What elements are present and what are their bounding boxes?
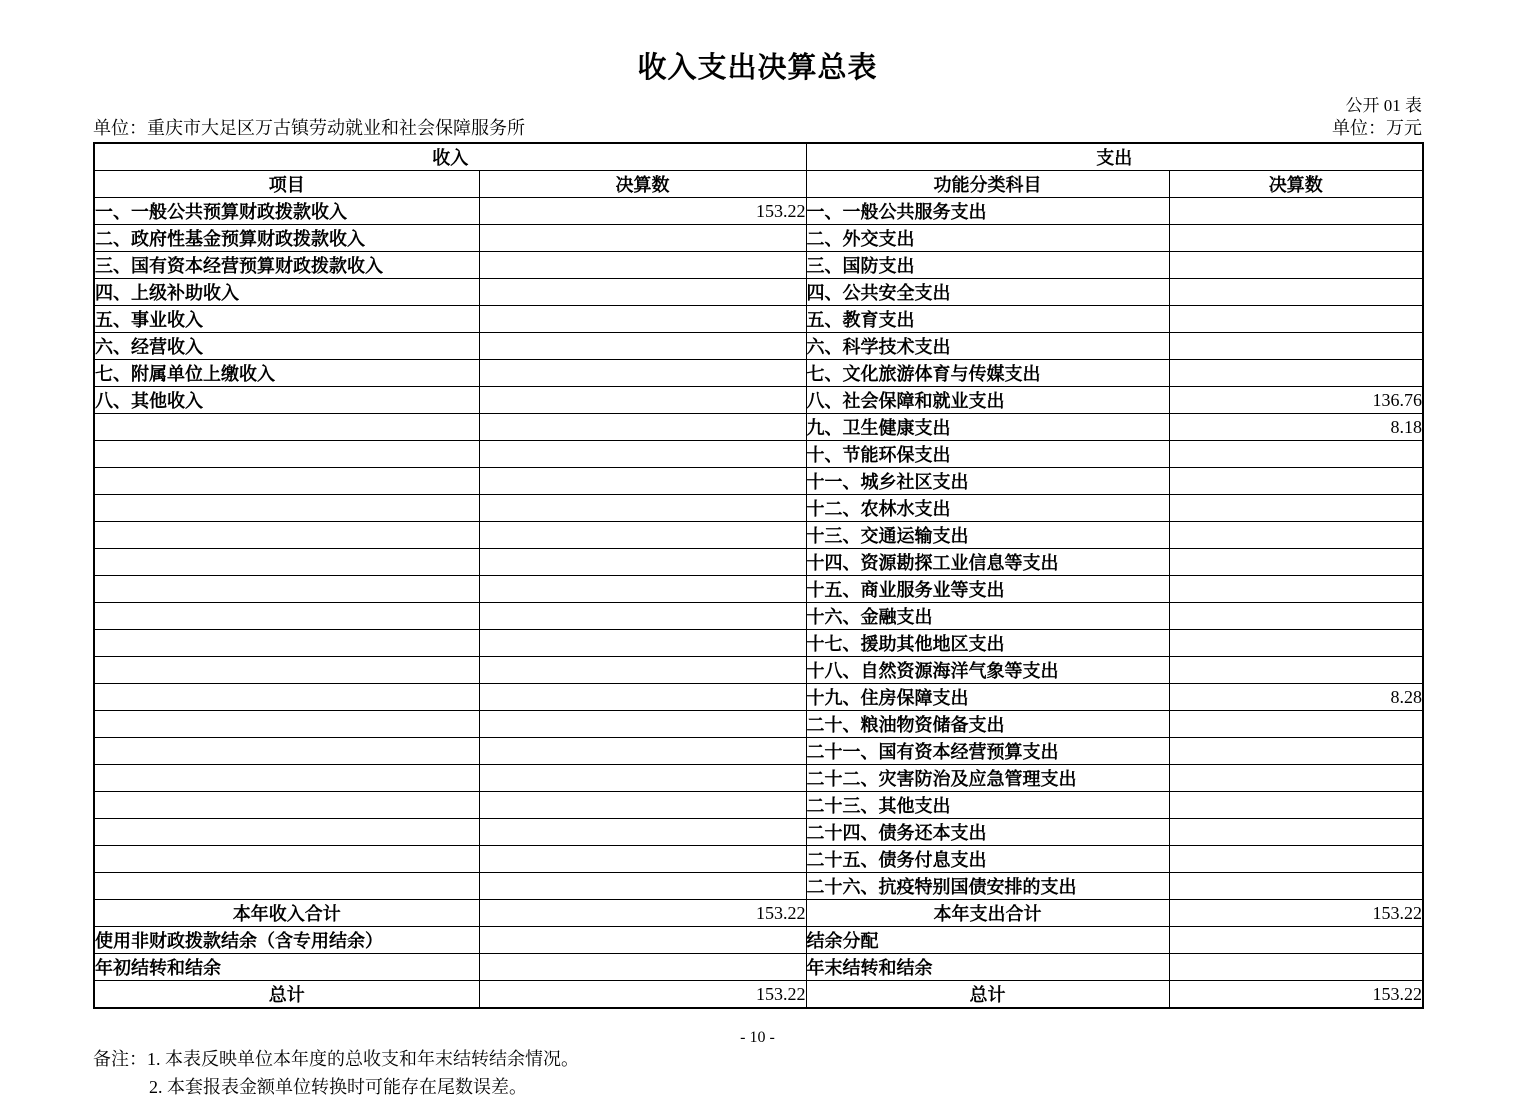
expenditure-item-label: 二十五、债务付息支出 — [806, 846, 1169, 873]
expenditure-item-label: 二十三、其他支出 — [806, 792, 1169, 819]
income-item-value — [479, 225, 806, 252]
income-amount-column-header: 决算数 — [479, 171, 806, 198]
summary-row — [94, 981, 1423, 1009]
income-item-value — [479, 522, 806, 549]
expenditure-summary-value — [1169, 927, 1423, 954]
income-item-label — [94, 657, 479, 684]
page-title: 收入支出决算总表 — [637, 52, 878, 84]
income-item-label: 一、一般公共预算财政拨款收入 — [94, 198, 479, 225]
income-item-label — [94, 711, 479, 738]
expenditure-item-value — [1169, 252, 1423, 279]
expenditure-item-value — [1169, 630, 1423, 657]
income-summary-label: 使用非财政拨款结余（含专用结余） — [94, 927, 479, 954]
expenditure-item-value — [1169, 225, 1423, 252]
expenditure-item-label: 十七、援助其他地区支出 — [806, 630, 1169, 657]
expenditure-item-label: 二十、粮油物资储备支出 — [806, 711, 1169, 738]
expenditure-item-label: 二十二、灾害防治及应急管理支出 — [806, 765, 1169, 792]
table-row — [94, 198, 1423, 225]
expenditure-item-label: 六、科学技术支出 — [806, 333, 1169, 360]
income-item-value — [479, 819, 806, 846]
expenditure-summary-value: 153.22 — [1169, 981, 1423, 1009]
expenditure-summary-value — [1169, 954, 1423, 981]
expenditure-item-value — [1169, 819, 1423, 846]
expenditure-item-value — [1169, 360, 1423, 387]
income-item-label — [94, 873, 479, 900]
expenditure-item-value — [1169, 792, 1423, 819]
income-item-value — [479, 279, 806, 306]
expenditure-item-label: 十、节能环保支出 — [806, 441, 1169, 468]
table-row — [94, 576, 1423, 603]
income-item-value — [479, 414, 806, 441]
expenditure-summary-label: 年末结转和结余 — [806, 954, 1169, 981]
income-item-value — [479, 738, 806, 765]
expenditure-item-value: 8.28 — [1169, 684, 1423, 711]
table-row — [94, 252, 1423, 279]
income-summary-label: 总计 — [94, 981, 479, 1009]
income-item-value — [479, 549, 806, 576]
table-row — [94, 846, 1423, 873]
expenditure-item-label: 五、教育支出 — [806, 306, 1169, 333]
expenditure-summary-label: 结余分配 — [806, 927, 1169, 954]
table-row — [94, 549, 1423, 576]
income-item-label — [94, 414, 479, 441]
expenditure-item-label: 七、文化旅游体育与传媒支出 — [806, 360, 1169, 387]
expenditure-item-label: 十五、商业服务业等支出 — [806, 576, 1169, 603]
income-item-label — [94, 819, 479, 846]
summary-row — [94, 927, 1423, 954]
income-item-column-header: 项目 — [94, 171, 479, 198]
income-item-value — [479, 360, 806, 387]
table-row — [94, 441, 1423, 468]
table-row — [94, 657, 1423, 684]
table-row — [94, 819, 1423, 846]
income-item-label — [94, 495, 479, 522]
income-item-value — [479, 684, 806, 711]
expenditure-item-value — [1169, 576, 1423, 603]
expenditure-item-label: 十一、城乡社区支出 — [806, 468, 1169, 495]
summary-row — [94, 900, 1423, 927]
table-row — [94, 765, 1423, 792]
expenditure-item-value: 136.76 — [1169, 387, 1423, 414]
table-row — [94, 711, 1423, 738]
income-item-value: 153.22 — [479, 198, 806, 225]
income-item-value — [479, 576, 806, 603]
table-row — [94, 333, 1423, 360]
income-item-value — [479, 495, 806, 522]
income-item-value — [479, 792, 806, 819]
expenditure-summary-label: 总计 — [806, 981, 1169, 1009]
income-item-label — [94, 684, 479, 711]
income-item-value — [479, 711, 806, 738]
note-line-2: 2. 本套报表金额单位转换时可能存在尾数误差。 — [149, 1077, 527, 1097]
income-item-label — [94, 576, 479, 603]
expenditure-item-label: 八、社会保障和就业支出 — [806, 387, 1169, 414]
income-item-label: 四、上级补助收入 — [94, 279, 479, 306]
income-item-value — [479, 630, 806, 657]
income-item-label: 三、国有资本经营预算财政拨款收入 — [94, 252, 479, 279]
expenditure-item-column-header: 功能分类科目 — [806, 171, 1169, 198]
column-header-row — [94, 171, 1423, 198]
expenditure-item-label: 十三、交通运输支出 — [806, 522, 1169, 549]
expenditure-item-label: 十六、金融支出 — [806, 603, 1169, 630]
expenditure-item-value — [1169, 279, 1423, 306]
page-number: - 10 - — [740, 1029, 775, 1046]
income-summary-label: 年初结转和结余 — [94, 954, 479, 981]
income-item-label: 八、其他收入 — [94, 387, 479, 414]
income-group-header: 收入 — [94, 143, 806, 171]
currency-unit-label: 单位：万元 — [1332, 118, 1422, 138]
expenditure-item-value — [1169, 711, 1423, 738]
expenditure-item-value — [1169, 333, 1423, 360]
income-item-value — [479, 333, 806, 360]
income-item-value — [479, 387, 806, 414]
expenditure-item-label: 九、卫生健康支出 — [806, 414, 1169, 441]
table-row — [94, 873, 1423, 900]
income-item-value — [479, 306, 806, 333]
table-row — [94, 387, 1423, 414]
table-row — [94, 279, 1423, 306]
notes-block — [93, 1045, 1422, 1101]
expenditure-item-label: 十四、资源勘探工业信息等支出 — [806, 549, 1169, 576]
expenditure-summary-value: 153.22 — [1169, 900, 1423, 927]
expenditure-summary-label: 本年支出合计 — [806, 900, 1169, 927]
income-item-label: 七、附属单位上缴收入 — [94, 360, 479, 387]
meta-row — [93, 116, 1422, 140]
table-row — [94, 468, 1423, 495]
income-item-label — [94, 549, 479, 576]
unit-name-label: 单位：重庆市大足区万古镇劳动就业和社会保障服务所 — [93, 118, 525, 138]
table-row — [94, 360, 1423, 387]
income-item-value — [479, 873, 806, 900]
summary-row — [94, 954, 1423, 981]
expenditure-item-value — [1169, 306, 1423, 333]
income-summary-value: 153.22 — [479, 900, 806, 927]
income-item-value — [479, 657, 806, 684]
income-item-value — [479, 765, 806, 792]
table-row — [94, 306, 1423, 333]
income-item-label — [94, 846, 479, 873]
expenditure-item-value — [1169, 657, 1423, 684]
expenditure-item-value — [1169, 198, 1423, 225]
income-item-value — [479, 252, 806, 279]
table-row — [94, 792, 1423, 819]
expenditure-item-value — [1169, 549, 1423, 576]
table-row — [94, 630, 1423, 657]
expenditure-item-label: 二十四、债务还本支出 — [806, 819, 1169, 846]
expenditure-item-label: 三、国防支出 — [806, 252, 1169, 279]
expenditure-item-value — [1169, 603, 1423, 630]
income-item-label: 五、事业收入 — [94, 306, 479, 333]
accounts-table — [93, 142, 1424, 1009]
expenditure-group-header: 支出 — [806, 143, 1423, 171]
income-item-value — [479, 846, 806, 873]
income-item-label — [94, 441, 479, 468]
income-item-label — [94, 630, 479, 657]
note-1-text: 1. 本表反映单位本年度的总收支和年末结转结余情况。 — [147, 1049, 579, 1069]
expenditure-item-value — [1169, 873, 1423, 900]
income-item-label — [94, 468, 479, 495]
table-row — [94, 684, 1423, 711]
expenditure-item-label: 四、公共安全支出 — [806, 279, 1169, 306]
doc-code-label: 公开 01 表 — [1345, 96, 1422, 115]
income-summary-value — [479, 954, 806, 981]
expenditure-item-value — [1169, 765, 1423, 792]
income-summary-value — [479, 927, 806, 954]
income-summary-label: 本年收入合计 — [94, 900, 479, 927]
expenditure-item-label: 二十一、国有资本经营预算支出 — [806, 738, 1169, 765]
income-item-label: 六、经营收入 — [94, 333, 479, 360]
income-item-value — [479, 441, 806, 468]
expenditure-item-value — [1169, 846, 1423, 873]
expenditure-item-label: 二十六、抗疫特别国债安排的支出 — [806, 873, 1169, 900]
expenditure-item-label: 十九、住房保障支出 — [806, 684, 1169, 711]
expenditure-item-value — [1169, 522, 1423, 549]
expenditure-item-value — [1169, 495, 1423, 522]
expenditure-item-value — [1169, 468, 1423, 495]
expenditure-item-label: 十二、农林水支出 — [806, 495, 1169, 522]
notes-label: 备注： — [93, 1049, 147, 1069]
income-summary-value: 153.22 — [479, 981, 806, 1009]
income-item-label — [94, 765, 479, 792]
income-item-value — [479, 603, 806, 630]
income-item-label — [94, 603, 479, 630]
income-item-label — [94, 738, 479, 765]
income-item-label — [94, 522, 479, 549]
income-item-value — [479, 468, 806, 495]
income-item-label: 二、政府性基金预算财政拨款收入 — [94, 225, 479, 252]
table-row — [94, 603, 1423, 630]
expenditure-item-value — [1169, 441, 1423, 468]
expenditure-item-label: 一、一般公共服务支出 — [806, 198, 1169, 225]
expenditure-item-value — [1169, 738, 1423, 765]
group-header-row — [94, 143, 1423, 171]
expenditure-item-label: 十八、自然资源海洋气象等支出 — [806, 657, 1169, 684]
table-row — [94, 414, 1423, 441]
expenditure-item-value: 8.18 — [1169, 414, 1423, 441]
table-row — [94, 522, 1423, 549]
table-row — [94, 738, 1423, 765]
expenditure-item-label: 二、外交支出 — [806, 225, 1169, 252]
table-row — [94, 495, 1423, 522]
expenditure-amount-column-header: 决算数 — [1169, 171, 1423, 198]
table-row — [94, 225, 1423, 252]
income-item-label — [94, 792, 479, 819]
